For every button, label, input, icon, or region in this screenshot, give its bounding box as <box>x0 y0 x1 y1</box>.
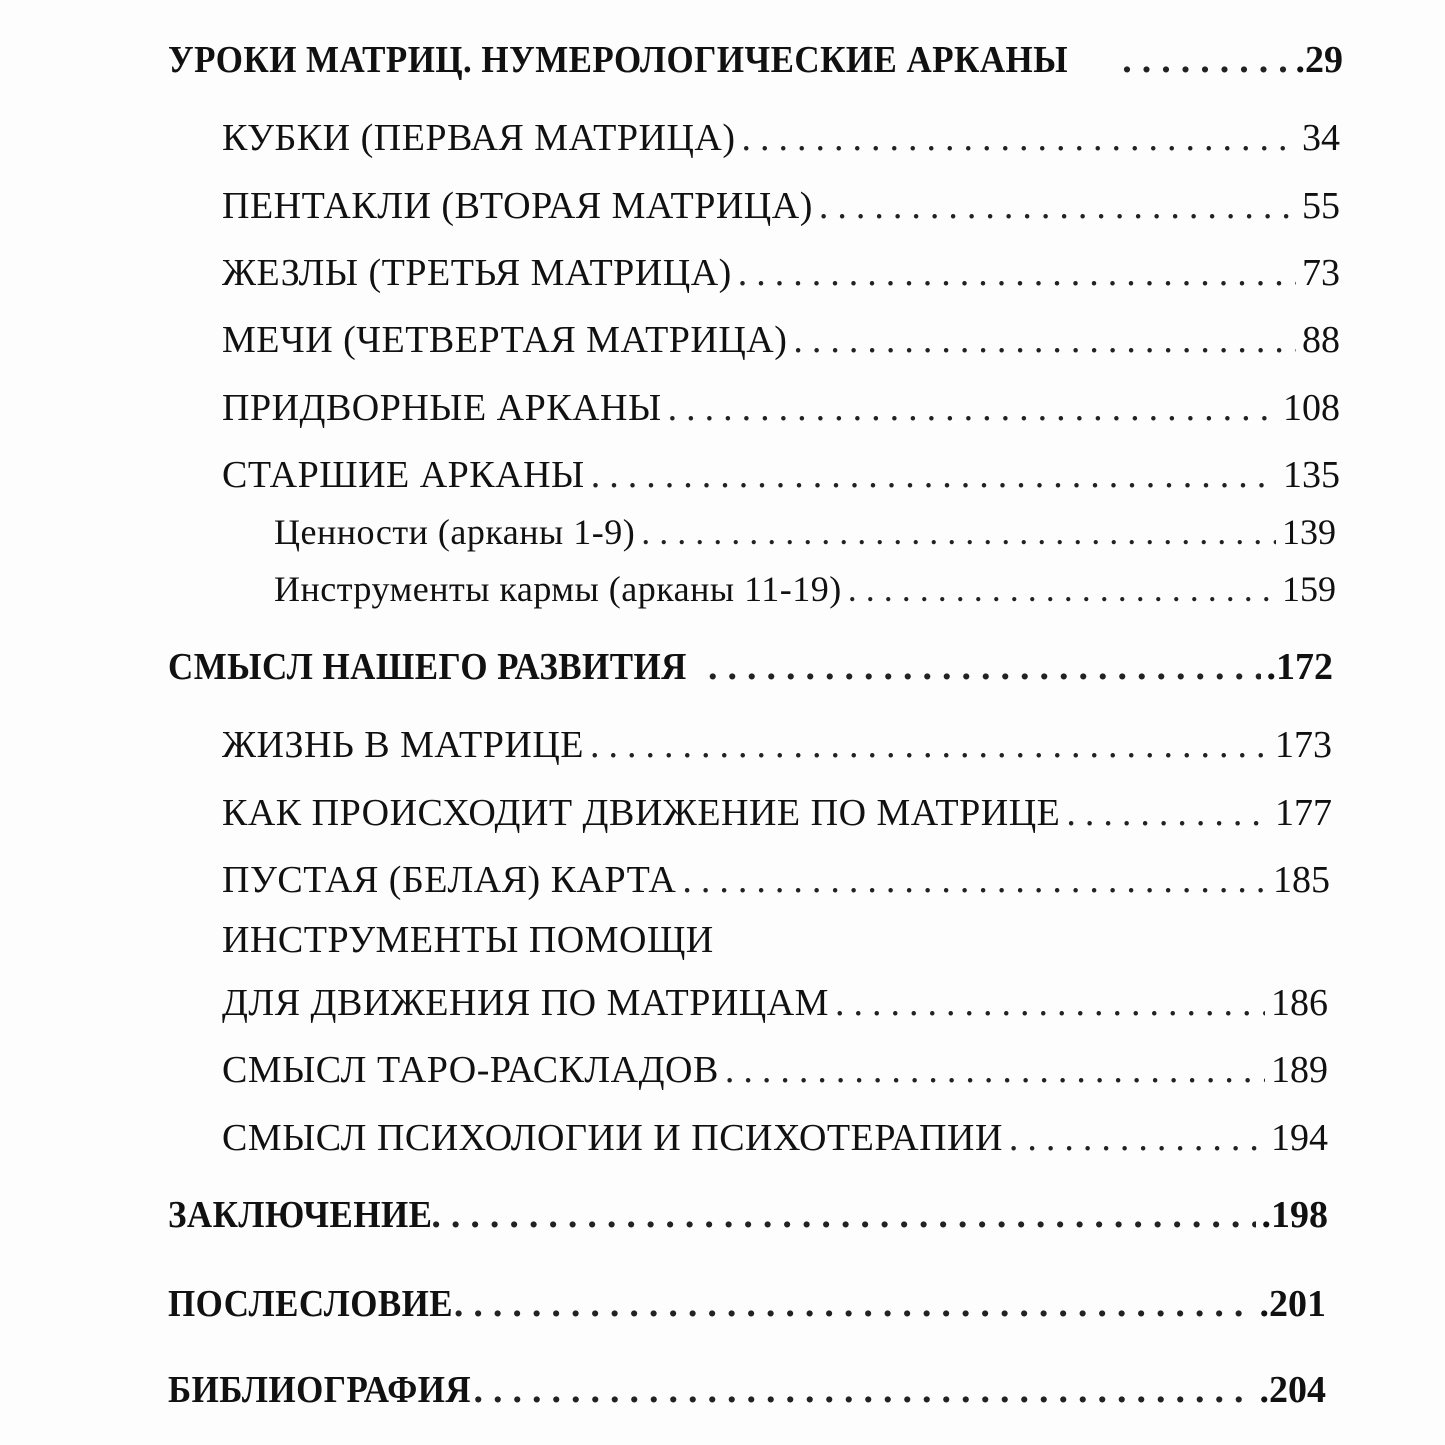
toc-entry-swords[interactable] <box>222 318 1340 362</box>
toc-entry-page: 159 <box>1282 569 1336 609</box>
dot-leader <box>793 318 1296 362</box>
toc-entry-help-tools-line1[interactable]: ИНСТРУМЕНТЫ ПОМОЩИ <box>222 919 714 961</box>
dot-leader <box>835 981 1265 1025</box>
toc-entry-conclusion[interactable] <box>168 1193 1328 1237</box>
dot-leader <box>474 1368 1254 1412</box>
toc-entry-page: 185 <box>1273 859 1330 901</box>
toc-entry-page: 194 <box>1271 1117 1328 1159</box>
toc-entry-tarot-spreads[interactable] <box>222 1048 1328 1092</box>
toc-entry-title: СМЫСЛ НАШЕГО РАЗВИТИЯ <box>168 646 687 688</box>
toc-entry-title: ДЛЯ ДВИЖЕНИЯ ПО МАТРИЦАМ <box>222 982 829 1024</box>
toc-entry-title: СМЫСЛ ТАРО-РАСКЛАДОВ <box>222 1049 719 1091</box>
toc-entry-title: Инструменты кармы (арканы 11-19) <box>274 569 842 609</box>
toc-entry-title: Ценности (арканы 1-9) <box>274 512 636 552</box>
toc-entry-title: БИБЛИОГРАФИЯ <box>168 1369 472 1411</box>
toc-entry-title: СТАРШИЕ АРКАНЫ <box>222 454 585 496</box>
dot-leader <box>738 251 1296 295</box>
toc-entry-title: ЖЕЗЛЫ (ТРЕТЬЯ МАТРИЦА) <box>222 252 732 294</box>
toc-entry-title: ЗАКЛЮЧЕНИЕ <box>168 1194 433 1236</box>
toc-entry-psychology[interactable] <box>222 1116 1328 1160</box>
toc-entry-page: .201 <box>1259 1283 1326 1325</box>
toc-entry-page: 189 <box>1271 1049 1328 1091</box>
toc-entry-wands[interactable] <box>222 251 1340 295</box>
toc-entry-title: СМЫСЛ ПСИХОЛОГИИ И ПСИХОТЕРАПИИ <box>222 1117 1003 1159</box>
toc-entry-title: ПРИДВОРНЫЕ АРКАНЫ <box>222 387 662 429</box>
toc-entry-major-arcana[interactable] <box>222 453 1340 497</box>
toc-entry-title: КУБКИ (ПЕРВАЯ МАТРИЦА) <box>222 117 736 159</box>
dot-leader <box>668 386 1277 430</box>
dot-leader <box>454 1282 1254 1326</box>
toc-entry-page: 177 <box>1275 792 1332 834</box>
toc-entry-page: 88 <box>1302 319 1340 361</box>
toc-entry-help-tools[interactable] <box>222 981 1328 1025</box>
dot-leader <box>591 453 1277 497</box>
toc-entry-cups[interactable] <box>222 116 1340 160</box>
dot-leader <box>1122 38 1289 82</box>
toc-entry-page: 34 <box>1302 117 1340 159</box>
toc-entry-court-arcana[interactable] <box>222 386 1340 430</box>
dot-leader <box>742 116 1297 160</box>
toc-entry-values[interactable] <box>274 511 1336 553</box>
toc-entry-page: .29 <box>1295 39 1343 81</box>
toc-entry-karma-tools[interactable] <box>274 568 1336 610</box>
toc-entry-title: ПОСЛЕСЛОВИЕ <box>168 1283 454 1325</box>
dot-leader <box>1009 1116 1265 1160</box>
dot-leader <box>641 511 1276 553</box>
toc-entry-title: ПЕНТАКЛИ (ВТОРАЯ МАТРИЦА) <box>222 185 813 227</box>
toc-entry-life-in-matrix[interactable] <box>222 723 1332 767</box>
toc-entry-lessons-of-matrices[interactable] <box>168 38 1343 82</box>
toc-entry-page: .204 <box>1259 1369 1326 1411</box>
toc-entry-pentacles[interactable] <box>222 184 1340 228</box>
toc-entry-title: КАК ПРОИСХОДИТ ДВИЖЕНИЕ ПО МАТРИЦЕ <box>222 792 1061 834</box>
dot-leader <box>431 1193 1255 1237</box>
dot-leader <box>819 184 1296 228</box>
toc-entry-page: 139 <box>1282 512 1336 552</box>
toc-entry-page: 135 <box>1283 454 1340 496</box>
dot-leader <box>848 568 1276 610</box>
toc-entry-page: .198 <box>1261 1194 1328 1236</box>
toc-entry-page: 108 <box>1283 387 1340 429</box>
toc-entry-title: ЖИЗНЬ В МАТРИЦЕ <box>222 724 584 766</box>
toc-entry-page: 186 <box>1271 982 1328 1024</box>
dot-leader <box>708 645 1261 689</box>
toc-entry-page: 73 <box>1302 252 1340 294</box>
toc-entry-title: УРОКИ МАТРИЦ. НУМЕРОЛОГИЧЕСКИЕ АРКАНЫ <box>168 39 1069 81</box>
toc-entry-title: МЕЧИ (ЧЕТВЕРТАЯ МАТРИЦА) <box>222 319 788 361</box>
toc-entry-page: .172 <box>1266 646 1333 688</box>
dot-leader <box>682 858 1267 902</box>
dot-leader <box>1066 791 1269 835</box>
toc-entry-bibliography[interactable] <box>168 1368 1326 1412</box>
toc-entry-blank-card[interactable] <box>222 858 1330 902</box>
toc-entry-page: 55 <box>1302 185 1340 227</box>
toc-entry-movement-in-matrix[interactable] <box>222 791 1332 835</box>
toc-entry-afterword[interactable] <box>168 1282 1326 1326</box>
toc-entry-page: 173 <box>1275 724 1332 766</box>
toc-entry-meaning-of-development[interactable] <box>168 645 1333 689</box>
toc-entry-title: ПУСТАЯ (БЕЛАЯ) КАРТА <box>222 859 677 901</box>
dot-leader <box>725 1048 1265 1092</box>
dot-leader <box>590 723 1269 767</box>
